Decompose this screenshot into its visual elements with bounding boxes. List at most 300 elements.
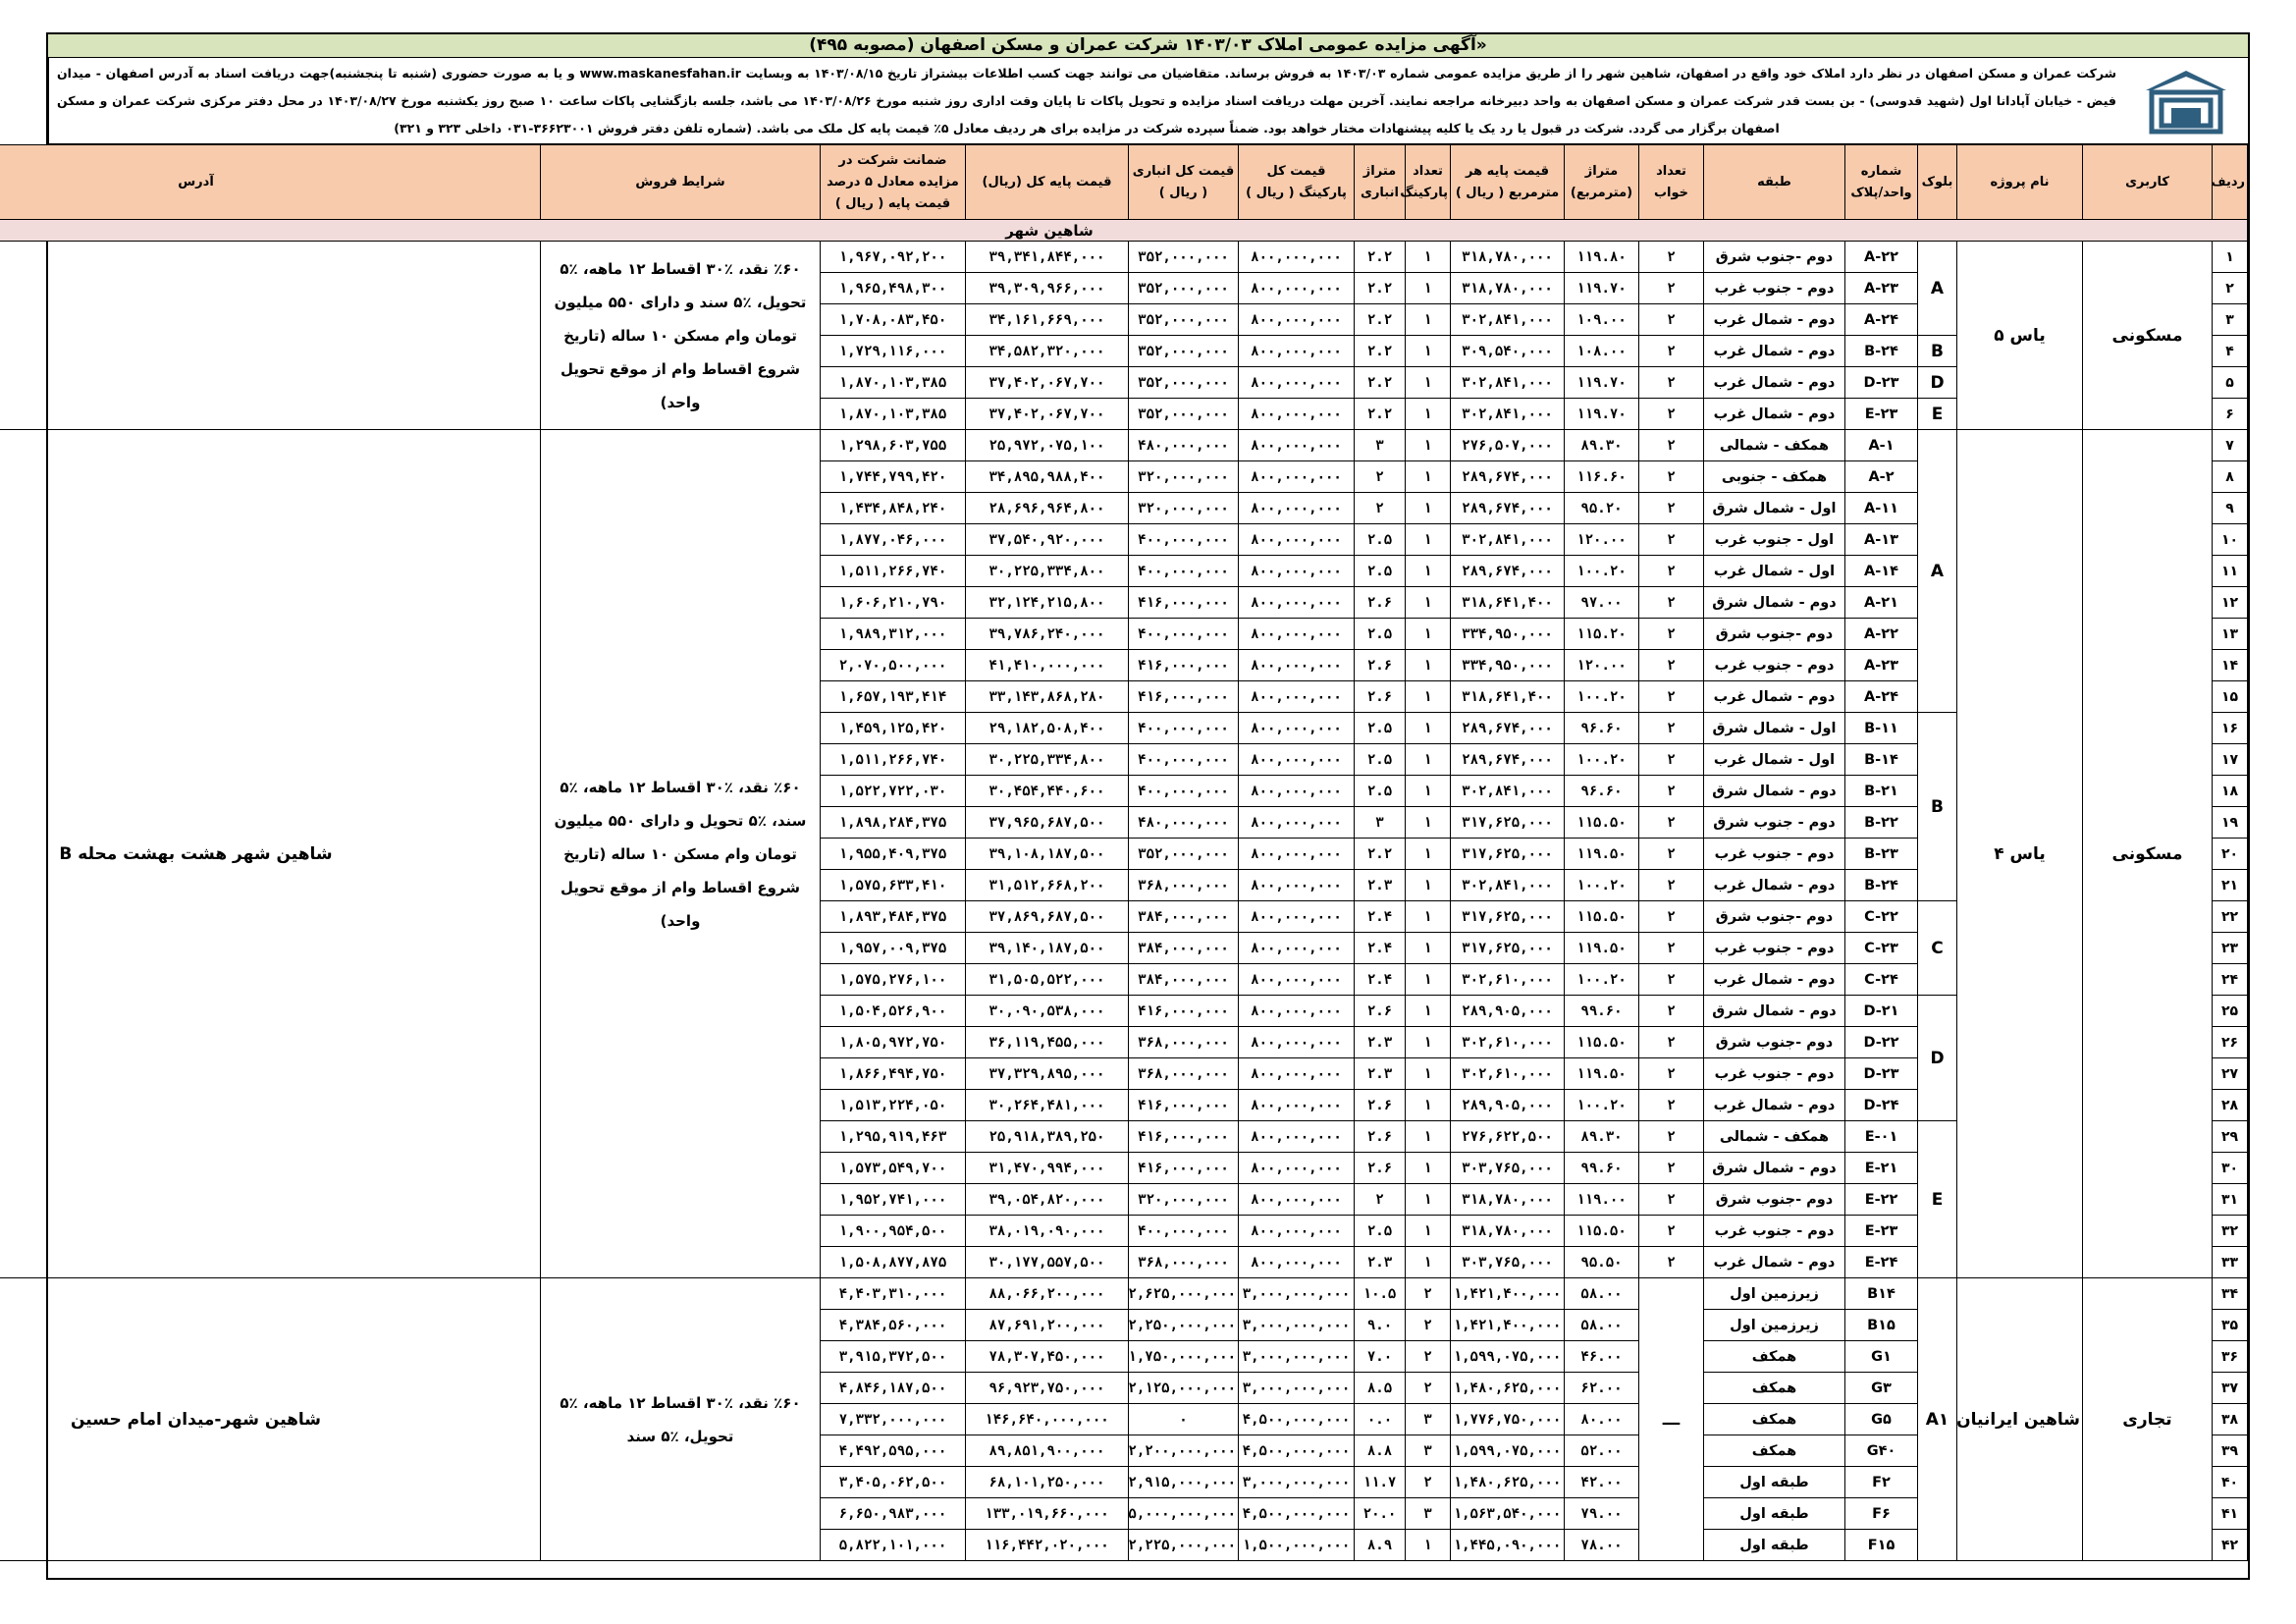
bedrooms: ۲ [1639, 1058, 1704, 1090]
row-number: ۱۸ [2213, 776, 2248, 807]
floor: دوم - شمال شرق [1704, 996, 1845, 1027]
page-title: «آگهی مزایده عمومی املاک ۱۴۰۳/۰۳ شرکت عمران و مسکن اصفهان (مصوبه ۴۹۵) [48, 34, 2248, 58]
guarantee: ۶,۶۵۰,۹۸۳,۰۰۰ [821, 1498, 966, 1530]
base-price: ۲۵,۹۷۲,۰۷۵,۱۰۰ [966, 430, 1129, 461]
row-number: ۳۹ [2213, 1435, 2248, 1467]
floor: طبقه اول [1704, 1498, 1845, 1530]
price-per-meter: ۳۱۸,۷۸۰,۰۰۰ [1451, 1184, 1565, 1216]
bedrooms: ۲ [1639, 964, 1704, 996]
storage-area: ۲.۲ [1355, 839, 1406, 870]
storage-area: ۲.۲ [1355, 399, 1406, 430]
price-per-meter: ۳۱۸,۷۸۰,۰۰۰ [1451, 1216, 1565, 1247]
auction-sheet [46, 32, 2250, 1580]
row-number: ۳۵ [2213, 1310, 2248, 1341]
bedrooms: ۲ [1639, 681, 1704, 713]
logo [2124, 58, 2248, 143]
storage-total: ۳۶۸,۰۰۰,۰۰۰ [1129, 870, 1239, 901]
block-cell: E [1918, 399, 1957, 430]
base-price: ۳۴,۱۶۱,۶۶۹,۰۰۰ [966, 304, 1129, 336]
bedrooms: ۲ [1639, 556, 1704, 587]
price-per-meter: ۳۱۷,۶۲۵,۰۰۰ [1451, 933, 1565, 964]
floor: دوم - شمال شرق [1704, 1153, 1845, 1184]
guarantee: ۴,۴۰۳,۳۱۰,۰۰۰ [821, 1278, 966, 1310]
price-per-meter: ۳۳۴,۹۵۰,۰۰۰ [1451, 650, 1565, 681]
price-per-meter: ۱,۴۸۰,۶۲۵,۰۰۰ [1451, 1373, 1565, 1404]
guarantee: ۱,۵۲۲,۷۲۲,۰۳۰ [821, 776, 966, 807]
unit-number: D-۲۴ [1845, 1090, 1918, 1121]
area: ۷۸.۰۰ [1565, 1530, 1639, 1561]
area: ۹۵.۵۰ [1565, 1247, 1639, 1278]
storage-total: ۲,۲۵۰,۰۰۰,۰۰۰ [1129, 1310, 1239, 1341]
parking-count: ۲ [1406, 1341, 1451, 1373]
area: ۱۱۵.۵۰ [1565, 1027, 1639, 1058]
sale-terms-cell: ٪۶۰ نقد، ٪۳۰ اقساط ۱۲ ماهه، ٪۵ سند، ٪۵ تحویل و دارای ۵۵۰ میلیون تومان وام مسکن ۱۰ ساله (تاریخ شروع اقساط وام از موقع تحویل واحد) [541, 430, 821, 1278]
base-price: ۲۵,۹۱۸,۳۸۹,۲۵۰ [966, 1121, 1129, 1153]
parking-count: ۱ [1406, 870, 1451, 901]
storage-area: ۸.۸ [1355, 1435, 1406, 1467]
row-number: ۲۲ [2213, 901, 2248, 933]
project-cell: یاس ۵ [1957, 242, 2083, 430]
base-price: ۳۷,۴۰۲,۰۶۷,۷۰۰ [966, 367, 1129, 399]
area: ۸۰.۰۰ [1565, 1404, 1639, 1435]
parking-count: ۱ [1406, 807, 1451, 839]
header-bedrooms: تعداد خواب [1639, 145, 1704, 220]
row-number: ۳۳ [2213, 1247, 2248, 1278]
guarantee: ۱,۹۶۷,۰۹۲,۲۰۰ [821, 242, 966, 273]
parking-total: ۴,۵۰۰,۰۰۰,۰۰۰ [1239, 1498, 1355, 1530]
area: ۹۶.۶۰ [1565, 713, 1639, 744]
parking-total: ۳,۰۰۰,۰۰۰,۰۰۰ [1239, 1278, 1355, 1310]
parking-total: ۸۰۰,۰۰۰,۰۰۰ [1239, 399, 1355, 430]
bedrooms: ۲ [1639, 242, 1704, 273]
area: ۱۱۹.۰۰ [1565, 1184, 1639, 1216]
price-per-meter: ۲۷۶,۵۰۷,۰۰۰ [1451, 430, 1565, 461]
bedrooms: ۲ [1639, 807, 1704, 839]
parking-total: ۸۰۰,۰۰۰,۰۰۰ [1239, 996, 1355, 1027]
storage-total: ۴۱۶,۰۰۰,۰۰۰ [1129, 996, 1239, 1027]
base-price: ۳۰,۲۶۴,۴۸۱,۰۰۰ [966, 1090, 1129, 1121]
unit-number: E-۲۴ [1845, 1247, 1918, 1278]
header-parking-count: تعداد پارکینگ [1406, 145, 1451, 220]
area: ۵۸.۰۰ [1565, 1310, 1639, 1341]
sale-terms-cell: ٪۶۰ نقد، ٪۳۰ اقساط ۱۲ ماهه، ٪۵ تحویل، ٪۵ سند [541, 1278, 821, 1561]
storage-area: ۲.۶ [1355, 650, 1406, 681]
block-cell: D [1918, 367, 1957, 399]
storage-area: ۲ [1355, 493, 1406, 524]
price-per-meter: ۱,۵۶۳,۵۴۰,۰۰۰ [1451, 1498, 1565, 1530]
price-per-meter: ۳۰۲,۸۴۱,۰۰۰ [1451, 367, 1565, 399]
parking-total: ۸۰۰,۰۰۰,۰۰۰ [1239, 1121, 1355, 1153]
header-usage: کاربری [2083, 145, 2213, 220]
intro-section [48, 58, 2248, 144]
area: ۱۰۰.۲۰ [1565, 681, 1639, 713]
storage-total: ۵,۰۰۰,۰۰۰,۰۰۰ [1129, 1498, 1239, 1530]
parking-count: ۱ [1406, 461, 1451, 493]
storage-area: ۳ [1355, 430, 1406, 461]
parking-count: ۱ [1406, 996, 1451, 1027]
unit-number: A-۲ [1845, 461, 1918, 493]
storage-area: ۲.۵ [1355, 619, 1406, 650]
storage-total: ۴۱۶,۰۰۰,۰۰۰ [1129, 1090, 1239, 1121]
parking-count: ۱ [1406, 839, 1451, 870]
base-price: ۸۹,۸۵۱,۹۰۰,۰۰۰ [966, 1435, 1129, 1467]
floor: همکف [1704, 1373, 1845, 1404]
storage-total: ۴۰۰,۰۰۰,۰۰۰ [1129, 1216, 1239, 1247]
row-number: ۲۵ [2213, 996, 2248, 1027]
row-number: ۲۰ [2213, 839, 2248, 870]
price-per-meter: ۱,۷۷۶,۷۵۰,۰۰۰ [1451, 1404, 1565, 1435]
parking-count: ۱ [1406, 1530, 1451, 1561]
floor: همکف - شمالی [1704, 1121, 1845, 1153]
parking-total: ۸۰۰,۰۰۰,۰۰۰ [1239, 461, 1355, 493]
parking-total: ۸۰۰,۰۰۰,۰۰۰ [1239, 493, 1355, 524]
row-number: ۱۵ [2213, 681, 2248, 713]
floor: همکف [1704, 1341, 1845, 1373]
area: ۱۱۶.۶۰ [1565, 461, 1639, 493]
table-row [0, 430, 2248, 461]
storage-area: ۸.۹ [1355, 1530, 1406, 1561]
guarantee: ۱,۶۰۶,۲۱۰,۷۹۰ [821, 587, 966, 619]
guarantee: ۷,۳۳۲,۰۰۰,۰۰۰ [821, 1404, 966, 1435]
parking-total: ۸۰۰,۰۰۰,۰۰۰ [1239, 1153, 1355, 1184]
row-number: ۱ [2213, 242, 2248, 273]
storage-area: ۲.۶ [1355, 587, 1406, 619]
bedrooms: ۲ [1639, 713, 1704, 744]
base-price: ۳۰,۴۵۴,۴۴۰,۶۰۰ [966, 776, 1129, 807]
parking-count: ۱ [1406, 336, 1451, 367]
row-number: ۳۲ [2213, 1216, 2248, 1247]
bedrooms: ۲ [1639, 839, 1704, 870]
block-cell: B [1918, 713, 1957, 901]
bedrooms: ۲ [1639, 1027, 1704, 1058]
base-price: ۳۷,۵۴۰,۹۲۰,۰۰۰ [966, 524, 1129, 556]
price-per-meter: ۲۸۹,۶۷۴,۰۰۰ [1451, 713, 1565, 744]
row-number: ۲۳ [2213, 933, 2248, 964]
price-per-meter: ۱,۴۲۱,۴۰۰,۰۰۰ [1451, 1278, 1565, 1310]
row-number: ۱۴ [2213, 650, 2248, 681]
floor: دوم - شمال غرب [1704, 870, 1845, 901]
unit-number: F۶ [1845, 1498, 1918, 1530]
parking-count: ۲ [1406, 1467, 1451, 1498]
parking-count: ۱ [1406, 273, 1451, 304]
unit-number: E-۲۱ [1845, 1153, 1918, 1184]
unit-number: A-۲۲ [1845, 619, 1918, 650]
parking-total: ۸۰۰,۰۰۰,۰۰۰ [1239, 1090, 1355, 1121]
row-number: ۲۹ [2213, 1121, 2248, 1153]
parking-total: ۸۰۰,۰۰۰,۰۰۰ [1239, 430, 1355, 461]
guarantee: ۱,۸۶۶,۴۹۴,۷۵۰ [821, 1058, 966, 1090]
floor: دوم -جنوب شرق [1704, 901, 1845, 933]
storage-total: ۴۸۰,۰۰۰,۰۰۰ [1129, 430, 1239, 461]
storage-total: ۳۸۴,۰۰۰,۰۰۰ [1129, 901, 1239, 933]
row-number: ۳۶ [2213, 1341, 2248, 1373]
project-cell: یاس ۴ [1957, 430, 2083, 1278]
storage-total: ۴۱۶,۰۰۰,۰۰۰ [1129, 587, 1239, 619]
row-number: ۴۱ [2213, 1498, 2248, 1530]
bedrooms: ۲ [1639, 996, 1704, 1027]
price-per-meter: ۲۸۹,۶۷۴,۰۰۰ [1451, 493, 1565, 524]
floor: اول - شمال شرق [1704, 713, 1845, 744]
base-price: ۳۴,۸۹۵,۹۸۸,۴۰۰ [966, 461, 1129, 493]
storage-area: ۸.۵ [1355, 1373, 1406, 1404]
listing-table [0, 144, 2248, 1561]
block-cell: B [1918, 336, 1957, 367]
unit-number: D-۲۱ [1845, 996, 1918, 1027]
header-project: نام پروژه [1957, 145, 2083, 220]
unit-number: A-۱۳ [1845, 524, 1918, 556]
storage-total: ۰ [1129, 1404, 1239, 1435]
row-number: ۲۷ [2213, 1058, 2248, 1090]
bedrooms: ـــ [1639, 1278, 1704, 1561]
row-number: ۷ [2213, 430, 2248, 461]
storage-total: ۴۱۶,۰۰۰,۰۰۰ [1129, 1153, 1239, 1184]
storage-total: ۲,۱۲۵,۰۰۰,۰۰۰ [1129, 1373, 1239, 1404]
parking-count: ۱ [1406, 587, 1451, 619]
storage-area: ۲.۳ [1355, 1247, 1406, 1278]
row-number: ۴۲ [2213, 1530, 2248, 1561]
parking-total: ۸۰۰,۰۰۰,۰۰۰ [1239, 1216, 1355, 1247]
guarantee: ۳,۴۰۵,۰۶۲,۵۰۰ [821, 1467, 966, 1498]
storage-total: ۳۵۲,۰۰۰,۰۰۰ [1129, 273, 1239, 304]
base-price: ۳۷,۸۶۹,۶۸۷,۵۰۰ [966, 901, 1129, 933]
parking-count: ۳ [1406, 1435, 1451, 1467]
parking-total: ۸۰۰,۰۰۰,۰۰۰ [1239, 524, 1355, 556]
storage-area: ۱۰.۵ [1355, 1278, 1406, 1310]
unit-number: B-۲۲ [1845, 807, 1918, 839]
guarantee: ۱,۹۰۰,۹۵۴,۵۰۰ [821, 1216, 966, 1247]
unit-number: G۴۰ [1845, 1435, 1918, 1467]
base-price: ۳۴,۵۸۲,۳۲۰,۰۰۰ [966, 336, 1129, 367]
row-number: ۳ [2213, 304, 2248, 336]
unit-number: D-۲۳ [1845, 1058, 1918, 1090]
floor: دوم -جنوب شرق [1704, 242, 1845, 273]
row-number: ۹ [2213, 493, 2248, 524]
bedrooms: ۲ [1639, 524, 1704, 556]
area: ۹۶.۶۰ [1565, 776, 1639, 807]
row-number: ۳۷ [2213, 1373, 2248, 1404]
price-per-meter: ۳۱۸,۶۴۱,۴۰۰ [1451, 587, 1565, 619]
guarantee: ۱,۸۹۸,۲۸۴,۳۷۵ [821, 807, 966, 839]
storage-area: ۲.۳ [1355, 1027, 1406, 1058]
floor: دوم -جنوب شرق [1704, 619, 1845, 650]
storage-total: ۳۲۰,۰۰۰,۰۰۰ [1129, 1184, 1239, 1216]
storage-total: ۴۱۶,۰۰۰,۰۰۰ [1129, 1121, 1239, 1153]
bedrooms: ۲ [1639, 273, 1704, 304]
header-guarantee: ضمانت شرکت در مزایده معادل ۵ درصد قیمت پایه ( ریال ) [821, 145, 966, 220]
unit-number: A-۲۲ [1845, 242, 1918, 273]
bedrooms: ۲ [1639, 399, 1704, 430]
guarantee: ۱,۸۷۰,۱۰۳,۳۸۵ [821, 399, 966, 430]
parking-count: ۱ [1406, 493, 1451, 524]
header-address: آدرس [0, 145, 541, 220]
parking-count: ۲ [1406, 1310, 1451, 1341]
storage-area: ۳ [1355, 807, 1406, 839]
guarantee: ۱,۷۲۹,۱۱۶,۰۰۰ [821, 336, 966, 367]
parking-total: ۸۰۰,۰۰۰,۰۰۰ [1239, 304, 1355, 336]
unit-number: A-۱۴ [1845, 556, 1918, 587]
guarantee: ۱,۴۳۴,۸۴۸,۲۴۰ [821, 493, 966, 524]
storage-total: ۲,۲۰۰,۰۰۰,۰۰۰ [1129, 1435, 1239, 1467]
unit-number: G۳ [1845, 1373, 1918, 1404]
row-number: ۲۱ [2213, 870, 2248, 901]
guarantee: ۱,۵۷۳,۵۴۹,۷۰۰ [821, 1153, 966, 1184]
area: ۹۹.۶۰ [1565, 996, 1639, 1027]
guarantee: ۵,۸۲۲,۱۰۱,۰۰۰ [821, 1530, 966, 1561]
storage-total: ۱,۷۵۰,۰۰۰,۰۰۰ [1129, 1341, 1239, 1373]
guarantee: ۱,۷۴۴,۷۹۹,۴۲۰ [821, 461, 966, 493]
guarantee: ۱,۸۷۷,۰۴۶,۰۰۰ [821, 524, 966, 556]
parking-count: ۱ [1406, 681, 1451, 713]
unit-number: B-۲۴ [1845, 870, 1918, 901]
storage-total: ۴۰۰,۰۰۰,۰۰۰ [1129, 713, 1239, 744]
base-price: ۳۹,۰۵۴,۸۲۰,۰۰۰ [966, 1184, 1129, 1216]
section-label: شاهین شهر [0, 220, 2248, 242]
base-price: ۳۹,۱۰۸,۱۸۷,۵۰۰ [966, 839, 1129, 870]
parking-count: ۱ [1406, 367, 1451, 399]
bedrooms: ۲ [1639, 870, 1704, 901]
guarantee: ۱,۴۵۹,۱۲۵,۴۲۰ [821, 713, 966, 744]
row-number: ۵ [2213, 367, 2248, 399]
parking-total: ۸۰۰,۰۰۰,۰۰۰ [1239, 713, 1355, 744]
row-number: ۴۰ [2213, 1467, 2248, 1498]
base-price: ۲۸,۶۹۶,۹۶۴,۸۰۰ [966, 493, 1129, 524]
storage-total: ۴۰۰,۰۰۰,۰۰۰ [1129, 776, 1239, 807]
floor: دوم - شمال غرب [1704, 367, 1845, 399]
area: ۴۲.۰۰ [1565, 1467, 1639, 1498]
floor: زیرزمین اول [1704, 1310, 1845, 1341]
parking-count: ۱ [1406, 1184, 1451, 1216]
parking-count: ۱ [1406, 744, 1451, 776]
guarantee: ۱,۵۱۱,۲۶۶,۷۴۰ [821, 556, 966, 587]
area: ۹۷.۰۰ [1565, 587, 1639, 619]
parking-count: ۲ [1406, 1373, 1451, 1404]
parking-total: ۸۰۰,۰۰۰,۰۰۰ [1239, 619, 1355, 650]
header-base-price: قیمت پایه کل (ریال) [966, 145, 1129, 220]
floor: همکف [1704, 1435, 1845, 1467]
price-per-meter: ۱,۵۹۹,۰۷۵,۰۰۰ [1451, 1341, 1565, 1373]
base-price: ۳۸,۰۱۹,۰۹۰,۰۰۰ [966, 1216, 1129, 1247]
price-per-meter: ۲۸۹,۶۷۴,۰۰۰ [1451, 461, 1565, 493]
storage-area: ۲.۵ [1355, 713, 1406, 744]
storage-total: ۳۶۸,۰۰۰,۰۰۰ [1129, 1058, 1239, 1090]
price-per-meter: ۲۸۹,۹۰۵,۰۰۰ [1451, 996, 1565, 1027]
parking-total: ۸۰۰,۰۰۰,۰۰۰ [1239, 336, 1355, 367]
parking-count: ۱ [1406, 1216, 1451, 1247]
parking-count: ۱ [1406, 1090, 1451, 1121]
unit-number: A-۲۴ [1845, 304, 1918, 336]
parking-count: ۱ [1406, 901, 1451, 933]
storage-total: ۴۰۰,۰۰۰,۰۰۰ [1129, 619, 1239, 650]
parking-total: ۸۰۰,۰۰۰,۰۰۰ [1239, 1184, 1355, 1216]
storage-area: ۲۰.۰ [1355, 1498, 1406, 1530]
base-price: ۳۱,۵۱۲,۶۶۸,۲۰۰ [966, 870, 1129, 901]
floor: دوم - جنوب غرب [1704, 1216, 1845, 1247]
price-per-meter: ۲۷۶,۶۲۲,۵۰۰ [1451, 1121, 1565, 1153]
row-number: ۸ [2213, 461, 2248, 493]
storage-total: ۴۰۰,۰۰۰,۰۰۰ [1129, 524, 1239, 556]
row-number: ۳۱ [2213, 1184, 2248, 1216]
parking-total: ۳,۰۰۰,۰۰۰,۰۰۰ [1239, 1310, 1355, 1341]
area: ۱۱۹.۵۰ [1565, 1058, 1639, 1090]
header-parking-total: قیمت کل پارکینگ ( ریال ) [1239, 145, 1355, 220]
unit-number: B۱۴ [1845, 1278, 1918, 1310]
bedrooms: ۲ [1639, 1153, 1704, 1184]
unit-number: E-۲۳ [1845, 399, 1918, 430]
area: ۸۹.۳۰ [1565, 430, 1639, 461]
parking-total: ۸۰۰,۰۰۰,۰۰۰ [1239, 587, 1355, 619]
parking-total: ۳,۰۰۰,۰۰۰,۰۰۰ [1239, 1467, 1355, 1498]
unit-number: B-۱۱ [1845, 713, 1918, 744]
header-block: بلوک [1918, 145, 1957, 220]
block-cell: A۱ [1918, 1278, 1957, 1561]
row-number: ۳۸ [2213, 1404, 2248, 1435]
block-cell: A [1918, 430, 1957, 713]
bedrooms: ۲ [1639, 493, 1704, 524]
guarantee: ۱,۹۵۷,۰۰۹,۳۷۵ [821, 933, 966, 964]
storage-area: ۲.۵ [1355, 776, 1406, 807]
area: ۱۰۰.۲۰ [1565, 1090, 1639, 1121]
unit-number: A-۱۱ [1845, 493, 1918, 524]
storage-total: ۴۱۶,۰۰۰,۰۰۰ [1129, 681, 1239, 713]
parking-count: ۳ [1406, 1498, 1451, 1530]
floor: همکف - شمالی [1704, 430, 1845, 461]
unit-number: C-۲۲ [1845, 901, 1918, 933]
table-body [0, 220, 2248, 1561]
guarantee: ۳,۹۱۵,۳۷۲,۵۰۰ [821, 1341, 966, 1373]
storage-area: ۲.۳ [1355, 1058, 1406, 1090]
address-cell [0, 242, 541, 430]
price-per-meter: ۳۰۲,۸۴۱,۰۰۰ [1451, 776, 1565, 807]
area: ۱۱۹.۷۰ [1565, 399, 1639, 430]
base-price: ۳۰,۲۲۵,۳۳۴,۸۰۰ [966, 556, 1129, 587]
price-per-meter: ۳۰۳,۷۶۵,۰۰۰ [1451, 1153, 1565, 1184]
floor: همکف - جنوبی [1704, 461, 1845, 493]
storage-area: ۲.۲ [1355, 273, 1406, 304]
storage-area: ۰.۰ [1355, 1404, 1406, 1435]
header-area: متراژ (مترمربع) [1565, 145, 1639, 220]
floor: دوم - شمال غرب [1704, 304, 1845, 336]
parking-count: ۱ [1406, 964, 1451, 996]
storage-area: ۲.۴ [1355, 901, 1406, 933]
row-number: ۲۴ [2213, 964, 2248, 996]
floor: دوم - شمال غرب [1704, 336, 1845, 367]
storage-total: ۳۸۴,۰۰۰,۰۰۰ [1129, 933, 1239, 964]
parking-total: ۸۰۰,۰۰۰,۰۰۰ [1239, 367, 1355, 399]
area: ۱۰۸.۰۰ [1565, 336, 1639, 367]
block-cell: C [1918, 901, 1957, 996]
storage-area: ۲ [1355, 1184, 1406, 1216]
parking-total: ۸۰۰,۰۰۰,۰۰۰ [1239, 964, 1355, 996]
price-per-meter: ۳۱۸,۷۸۰,۰۰۰ [1451, 242, 1565, 273]
base-price: ۳۰,۲۲۵,۳۳۴,۸۰۰ [966, 744, 1129, 776]
header-storage-total: قیمت کل انباری ( ریال ) [1129, 145, 1239, 220]
storage-total: ۳۵۲,۰۰۰,۰۰۰ [1129, 367, 1239, 399]
price-per-meter: ۱,۵۹۹,۰۷۵,۰۰۰ [1451, 1435, 1565, 1467]
storage-area: ۲.۴ [1355, 933, 1406, 964]
unit-number: E-۲۳ [1845, 1216, 1918, 1247]
parking-total: ۱,۵۰۰,۰۰۰,۰۰۰ [1239, 1530, 1355, 1561]
storage-total: ۳۲۰,۰۰۰,۰۰۰ [1129, 493, 1239, 524]
bedrooms: ۲ [1639, 1216, 1704, 1247]
unit-number: F۱۵ [1845, 1530, 1918, 1561]
storage-area: ۲ [1355, 461, 1406, 493]
block-cell: D [1918, 996, 1957, 1121]
storage-area: ۲.۵ [1355, 744, 1406, 776]
base-price: ۳۱,۴۷۰,۹۹۴,۰۰۰ [966, 1153, 1129, 1184]
unit-number: D-۲۲ [1845, 1027, 1918, 1058]
base-price: ۳۱,۵۰۵,۵۲۲,۰۰۰ [966, 964, 1129, 996]
guarantee: ۴,۴۹۲,۵۹۵,۰۰۰ [821, 1435, 966, 1467]
